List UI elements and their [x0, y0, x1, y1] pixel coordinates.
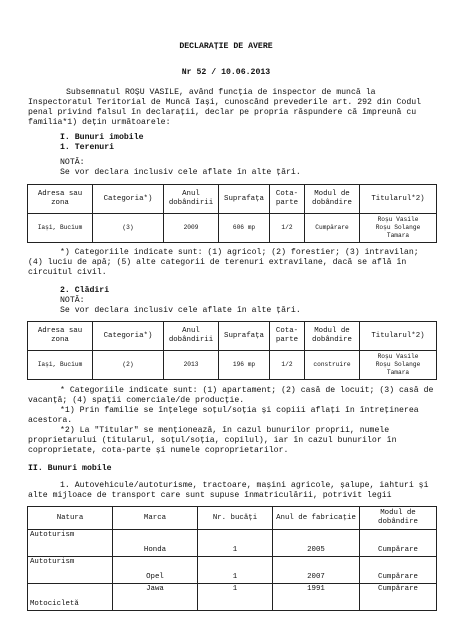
header-manufacture-year: Anul de fabricație — [273, 507, 360, 530]
header-owner: Titularul*2) — [360, 185, 437, 214]
cell-year: 2009 — [164, 214, 219, 243]
header-acquisition: Modul de dobândire — [360, 507, 437, 530]
subsection-buildings: 2. Clădiri — [60, 286, 110, 295]
table-row — [28, 351, 437, 380]
header-area: Suprafața — [219, 185, 270, 214]
subsection-land: 1. Terenuri — [60, 143, 115, 152]
section-heading-immovable: I. Bunuri imobile — [60, 133, 144, 142]
buildings-footnote-5: *2) La "Titular" se menționează, în cazul bunurilor proprii, numele — [60, 426, 390, 435]
buildings-footnote-4: acestora. — [28, 416, 73, 425]
section-heading-movable: II. Bunuri mobile — [28, 464, 112, 473]
owner-line: Tamara — [386, 369, 410, 376]
header-area: Suprafața — [219, 322, 270, 351]
cell-acquisition: construire — [305, 351, 360, 380]
movable-text-2: alte mijloace de transport care sunt supuse înmatriculării, potrivit legii — [28, 491, 392, 500]
owner-line: Roșu Vasile — [377, 216, 419, 223]
cell-acquisition: Cumpărare — [360, 557, 437, 584]
note-text: Se vor declara inclusiv cele aflate în alte țări. — [60, 168, 301, 177]
cell-category: (2) — [93, 351, 164, 380]
land-footnote-1: *) Categoriile indicate sunt: (1) agricol; (2) forestier; (3) intravilan; — [60, 248, 419, 257]
cell-year: 2005 — [273, 530, 360, 557]
buildings-footnote-6: proprietarului (titularul, soțul/soția, copilul), iar în cazul bunurilor în — [28, 436, 397, 445]
owner-line: Tamara — [386, 232, 410, 239]
cell-address: Iași, Bucium — [28, 214, 93, 243]
buildings-table — [27, 321, 437, 380]
cell-owner — [360, 214, 437, 243]
table-row — [28, 214, 437, 243]
cell-share: 1/2 — [270, 351, 305, 380]
header-category: Categoria*) — [93, 322, 164, 351]
table-row — [28, 557, 437, 584]
table-row — [28, 584, 437, 611]
header-owner: Titularul*2) — [360, 322, 437, 351]
cell-count: 1 — [198, 557, 273, 584]
cell-nature: Autoturism — [28, 557, 113, 584]
header-category: Categoria*) — [93, 185, 164, 214]
note-label: NOTĂ: — [60, 296, 85, 305]
intro-line-2: Inspectoratul Teritorial de Muncă Iași, cunoscând prevederile art. 292 din Codul — [28, 98, 422, 107]
buildings-footnote-1: * Categoriile indicate sunt: (1) apartament; (2) casă de locuit; (3) casă de — [60, 386, 434, 395]
land-table — [27, 184, 437, 243]
cell-share: 1/2 — [270, 214, 305, 243]
cell-category: (3) — [93, 214, 164, 243]
declaration-number: Nr 52 / 10.06.2013 — [181, 68, 271, 77]
header-address: Adresa sau zona — [28, 322, 93, 351]
header-share: Cota-parte — [270, 322, 305, 351]
table-header-row — [28, 507, 437, 530]
header-share: Cota-parte — [270, 185, 305, 214]
buildings-footnote-7: coproprietate, cota-parte și numele coproprietarilor. — [28, 446, 289, 455]
owner-line: Roșu Solange — [375, 224, 421, 231]
note-text: Se vor declara inclusiv cele aflate în alte țări. — [60, 306, 301, 315]
header-acquisition: Modul de dobândire — [305, 322, 360, 351]
table-header-row — [28, 185, 437, 214]
cell-count: 1 — [198, 530, 273, 557]
land-footnote-2: (4) luciu de apă; (5) alte categorii de terenuri extravilane, dacă se află în — [28, 258, 407, 267]
header-year: Anul dobândirii — [164, 185, 219, 214]
owner-line: Roșu Vasile — [377, 353, 419, 360]
intro-line-3: penal privind falsul în declarații, declar pe propria răspundere că împreună cu — [28, 108, 417, 117]
cell-nature: Motocicletă — [28, 584, 113, 611]
intro-line-1: Subsemnatul ROȘU VASILE, având funcția de inspector de muncă la — [66, 88, 376, 97]
cell-brand: Jawa — [113, 584, 198, 611]
cell-area: 196 mp — [219, 351, 270, 380]
cell-acquisition: Cumpărare — [305, 214, 360, 243]
movable-text-1: 1. Autovehicule/autoturisme, tractoare, mașini agricole, șalupe, iahturi și — [60, 481, 429, 490]
header-nature: Natura — [28, 507, 113, 530]
header-brand: Marca — [113, 507, 198, 530]
cell-acquisition: Cumpărare — [360, 530, 437, 557]
header-acquisition: Modul de dobândire — [305, 185, 360, 214]
table-row — [28, 530, 437, 557]
header-year: Anul dobândirii — [164, 322, 219, 351]
table-header-row — [28, 322, 437, 351]
document-title: DECLARAȚIE DE AVERE — [179, 42, 273, 51]
note-label: NOTĂ: — [60, 158, 85, 167]
cell-year: 2013 — [164, 351, 219, 380]
header-address: Adresa sau zona — [28, 185, 93, 214]
cell-acquisition: Cumpărare — [360, 584, 437, 611]
cell-year: 1991 — [273, 584, 360, 611]
cell-year: 2007 — [273, 557, 360, 584]
header-count: Nr. bucăți — [198, 507, 273, 530]
cell-brand: Opel — [113, 557, 198, 584]
land-footnote-3: circuitul civil. — [28, 268, 107, 277]
buildings-footnote-2: vacanță; (4) spații comerciale/de producție. — [28, 396, 245, 405]
vehicles-table — [27, 506, 437, 611]
cell-address: Iași, Bucium — [28, 351, 93, 380]
cell-brand: Honda — [113, 530, 198, 557]
cell-nature: Autoturism — [28, 530, 113, 557]
owner-line: Roșu Solange — [375, 361, 421, 368]
cell-count: 1 — [198, 584, 273, 611]
intro-line-4: familia*1) dețin următoarele: — [28, 118, 171, 127]
buildings-footnote-3: *1) Prin familie se înțelege soțul/soția și copiii aflați în întreținerea — [60, 406, 419, 415]
cell-owner — [360, 351, 437, 380]
cell-area: 606 mp — [219, 214, 270, 243]
